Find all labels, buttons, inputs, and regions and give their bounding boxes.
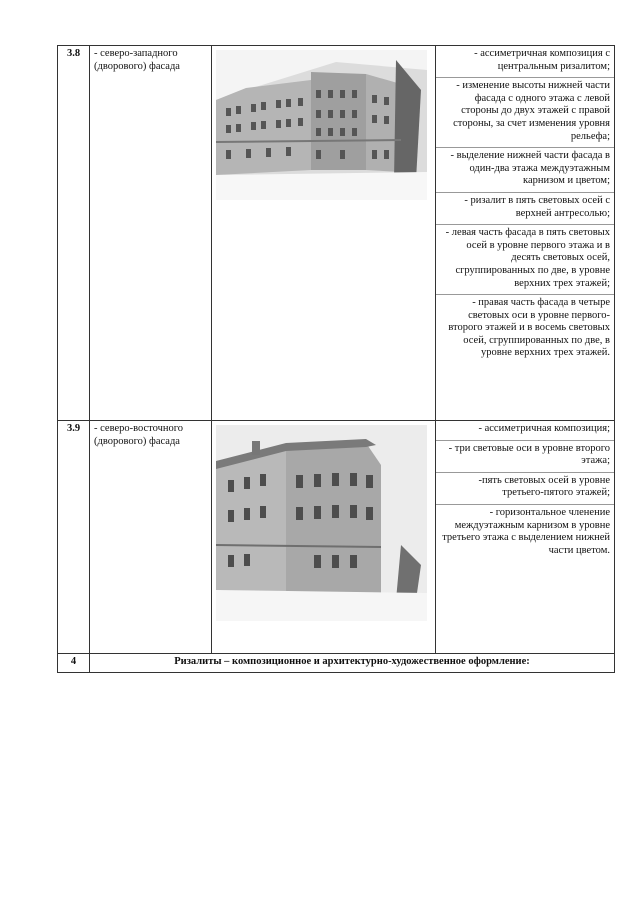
feature-item: - ассиметричная композиция; [436, 421, 614, 441]
facade-name: - северо-восточного (дворового) фасада [90, 421, 212, 654]
feature-item: - левая часть фасада в пять световых осей в уровне первого этажа и в десять световых осей, сгруппированных по две, в уровне верхних трех этажей; [436, 225, 614, 295]
facade-table [57, 45, 615, 673]
table-row [58, 421, 615, 654]
row-number: 3.9 [58, 421, 90, 654]
feature-item: - выделение нижней части фасада в один-два этажа междуэтажным карнизом и цветом; [436, 148, 614, 193]
section-title: Ризалиты – композиционное и архитектурно-художественное оформление: [90, 654, 615, 673]
features-cell [436, 421, 615, 654]
building-photo-northwest [216, 50, 427, 200]
feature-item: -пять световых осей в уровне третьего-пятого этажей; [436, 473, 614, 505]
feature-item: - горизонтальное членение междуэтажным карнизом в уровне третьего этажа с выделением нижней части цветом. [442, 506, 610, 556]
row-number: 3.8 [58, 46, 90, 421]
section-row [58, 654, 615, 673]
table-row [58, 46, 615, 421]
features-cell [436, 46, 615, 421]
facade-name: - северо-западного (дворового) фасада [90, 46, 212, 421]
feature-item: - три световые оси в уровне второго этажа; [436, 441, 614, 473]
photo-cell [212, 46, 436, 421]
building-photo-northeast [216, 425, 427, 621]
section-number: 4 [58, 654, 90, 673]
feature-item: - ассиметричная композиция с центральным ризалитом; [436, 46, 614, 78]
feature-item: - изменение высоты нижней части фасада с одного этажа с левой стороны до двух этажей с правой стороны, за счет изменения уровня рельефа; [436, 78, 614, 148]
feature-item: - правая часть фасада в четыре световых оси в уровне первого-второго этажей и в восемь световых осей, сгруппированных по две, в уровне верхних трех этажей. [448, 297, 610, 359]
feature-item: - ризалит в пять световых осей с верхней антресолью; [436, 193, 614, 225]
photo-cell [212, 421, 436, 654]
